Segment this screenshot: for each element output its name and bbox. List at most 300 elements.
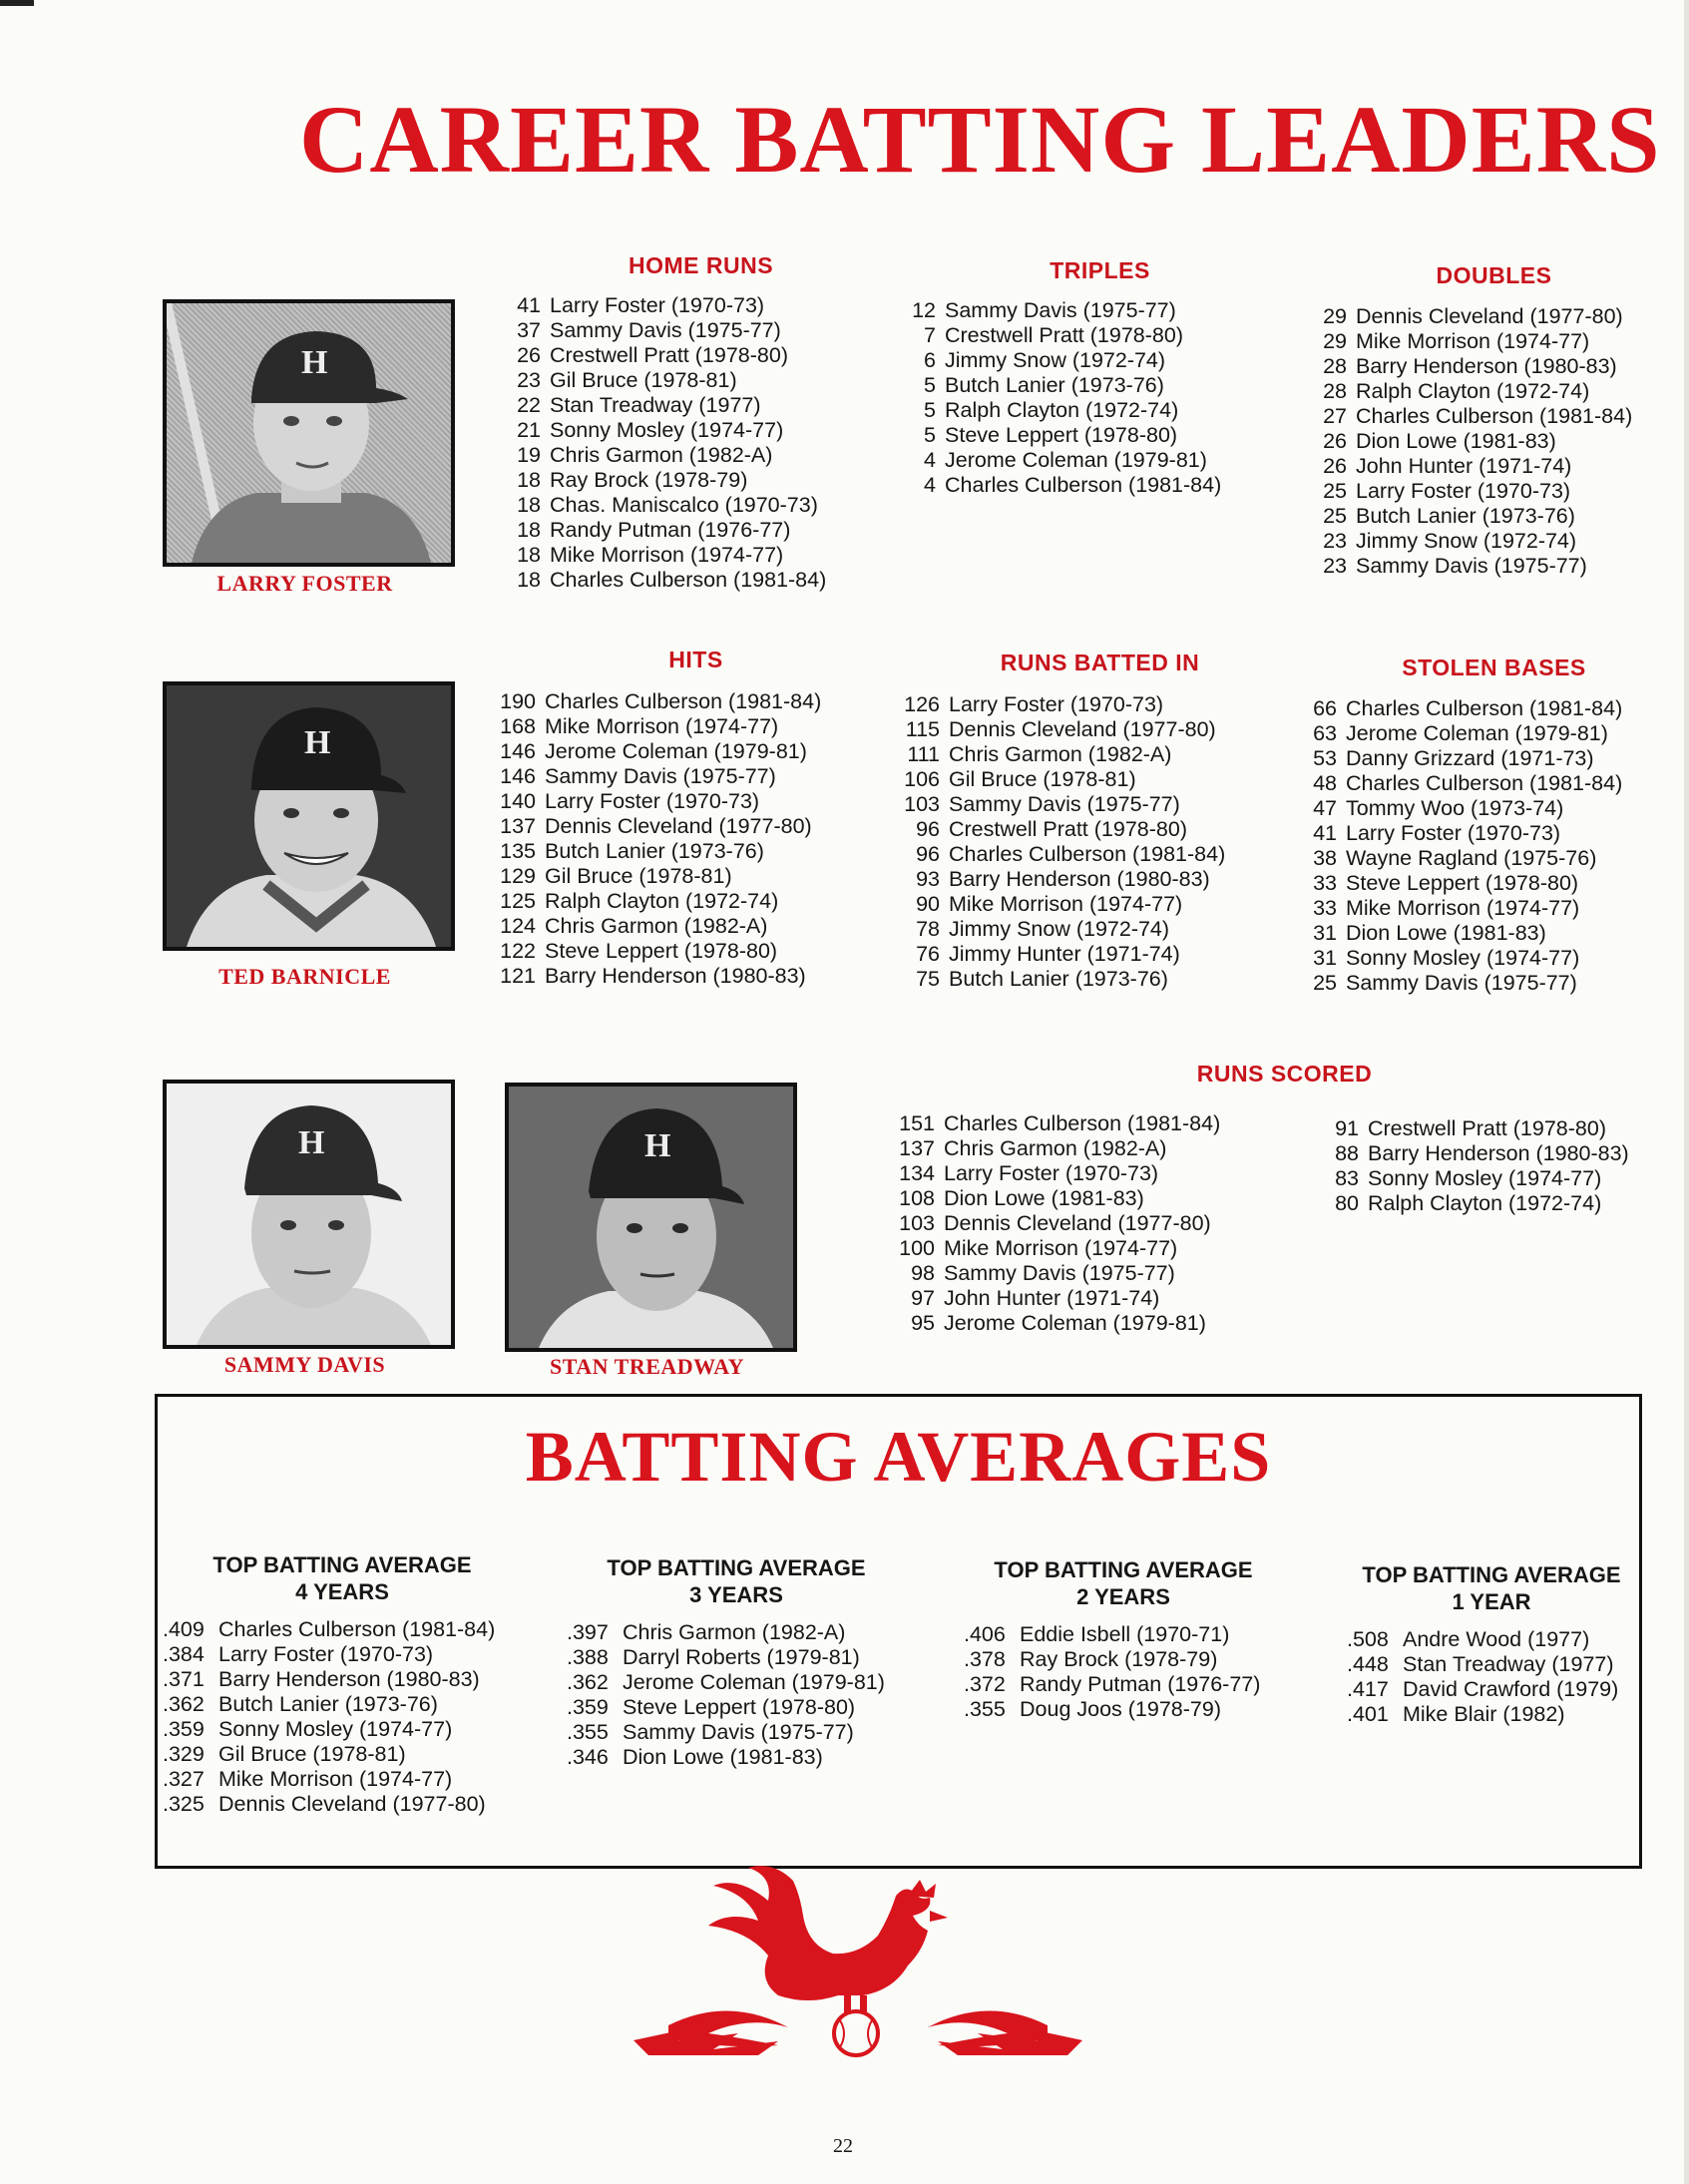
avg-heading-line1: TOP BATTING AVERAGE xyxy=(994,1557,1253,1582)
list-item xyxy=(567,1620,906,1645)
list-item xyxy=(964,1647,1283,1672)
value: .384 xyxy=(163,1642,205,1666)
value: .362 xyxy=(567,1670,609,1694)
batting-averages-title: BATTING AVERAGES xyxy=(525,1417,1272,1497)
photo-ted-barnicle xyxy=(163,681,455,951)
value: 93 xyxy=(916,867,940,891)
value: .397 xyxy=(567,1620,609,1644)
hits-list xyxy=(494,689,853,989)
player: Mike Morrison (1974-77) xyxy=(949,892,1183,916)
player: Stan Treadway (1977) xyxy=(550,393,761,417)
player: Charles Culberson (1981-84) xyxy=(944,1111,1221,1135)
player: Steve Leppert (1978-80) xyxy=(945,423,1178,447)
list-item xyxy=(898,842,1267,867)
value: 18 xyxy=(517,568,541,592)
player: Ralph Clayton (1972-74) xyxy=(1368,1191,1602,1215)
list-item xyxy=(567,1695,906,1720)
list-item xyxy=(494,714,853,739)
value: 19 xyxy=(517,443,541,467)
list-item xyxy=(896,348,1235,373)
value: 140 xyxy=(500,789,536,813)
list-item xyxy=(898,892,1267,917)
value: 91 xyxy=(1335,1116,1359,1140)
player: Larry Foster (1970-73) xyxy=(550,293,765,317)
value: 23 xyxy=(1323,529,1347,553)
list-item xyxy=(1297,696,1666,721)
list-item xyxy=(896,323,1235,348)
value: 4 xyxy=(924,473,936,497)
player: Mike Blair (1982) xyxy=(1403,1702,1565,1726)
value: 5 xyxy=(924,373,936,397)
avg-heading-line1: TOP BATTING AVERAGE xyxy=(607,1555,866,1580)
player: Charles Culberson (1981-84) xyxy=(1346,696,1623,720)
player: Steve Leppert (1978-80) xyxy=(623,1695,856,1719)
list-item xyxy=(501,468,840,493)
list-item xyxy=(494,889,853,914)
list-item xyxy=(893,1261,1272,1286)
list-item xyxy=(494,739,853,764)
player: Mike Morrison (1974-77) xyxy=(218,1767,453,1791)
value: 96 xyxy=(916,817,940,841)
svg-text:H: H xyxy=(298,1124,325,1161)
list-item xyxy=(501,543,840,568)
player: Mike Morrison (1974-77) xyxy=(545,714,779,738)
player: Larry Foster (1970-73) xyxy=(545,789,760,813)
value: 121 xyxy=(500,964,536,988)
list-item xyxy=(1307,454,1666,479)
player: Sammy Davis (1975-77) xyxy=(949,792,1180,816)
player: Jerome Coleman (1979-81) xyxy=(623,1670,885,1694)
list-item xyxy=(501,493,840,518)
value: .371 xyxy=(163,1667,205,1691)
list-item xyxy=(1347,1627,1636,1652)
player: Randy Putman (1976-77) xyxy=(550,518,791,542)
rooster-logo-icon xyxy=(609,1856,1107,2070)
avg-group-heading xyxy=(567,1554,906,1608)
player: Doug Joos (1978-79) xyxy=(1020,1697,1221,1721)
player: Dion Lowe (1981-83) xyxy=(944,1186,1144,1210)
value: .372 xyxy=(964,1672,1006,1696)
list-item xyxy=(896,473,1235,498)
list-item xyxy=(896,398,1235,423)
player: Jerome Coleman (1979-81) xyxy=(945,448,1207,472)
doubles-list xyxy=(1307,304,1666,579)
list-item xyxy=(1307,354,1666,379)
list-item xyxy=(896,373,1235,398)
player: Mike Morrison (1974-77) xyxy=(1346,896,1580,920)
list-item xyxy=(964,1697,1283,1722)
list-item xyxy=(1319,1166,1668,1191)
value: 26 xyxy=(1323,429,1347,453)
value: .355 xyxy=(964,1697,1006,1721)
home-runs-heading: HOME RUNS xyxy=(628,252,774,278)
value: 25 xyxy=(1313,971,1337,995)
player: Ralph Clayton (1972-74) xyxy=(1356,379,1590,403)
list-item xyxy=(898,817,1267,842)
value: 83 xyxy=(1335,1166,1359,1190)
player: David Crawford (1979) xyxy=(1403,1677,1619,1701)
value: 48 xyxy=(1313,771,1337,795)
player: Andre Wood (1977) xyxy=(1403,1627,1590,1651)
svg-text:H: H xyxy=(644,1127,671,1164)
list-item xyxy=(893,1111,1272,1136)
runs-scored-list-left xyxy=(893,1111,1272,1336)
value: 122 xyxy=(500,939,536,963)
player: Sonny Mosley (1974-77) xyxy=(1346,946,1580,970)
value: 80 xyxy=(1335,1191,1359,1215)
list-item xyxy=(1307,379,1666,404)
player: Sonny Mosley (1974-77) xyxy=(218,1717,453,1741)
list-item xyxy=(1297,896,1666,921)
list-item xyxy=(1307,504,1666,529)
list-item xyxy=(893,1236,1272,1261)
list-item xyxy=(1297,746,1666,771)
player: Danny Grizzard (1971-73) xyxy=(1346,746,1594,770)
value: 25 xyxy=(1323,504,1347,528)
value: .378 xyxy=(964,1647,1006,1671)
player: Chris Garmon (1982-A) xyxy=(949,742,1172,766)
list-item xyxy=(501,393,840,418)
player: Mike Morrison (1974-77) xyxy=(550,543,784,567)
value: 31 xyxy=(1313,946,1337,970)
player: Dennis Cleveland (1977-80) xyxy=(218,1792,486,1816)
rbi-list xyxy=(898,692,1267,992)
player: Butch Lanier (1973-76) xyxy=(545,839,764,863)
player-portrait-icon xyxy=(167,1084,451,1345)
list-item xyxy=(501,443,840,468)
value: 29 xyxy=(1323,304,1347,328)
player: Barry Henderson (1980-83) xyxy=(218,1667,480,1691)
value: 126 xyxy=(904,692,940,716)
value: 28 xyxy=(1323,379,1347,403)
list-item xyxy=(494,814,853,839)
runs-scored-list-right xyxy=(1319,1116,1668,1216)
player: Chris Garmon (1982-A) xyxy=(545,914,768,938)
list-item xyxy=(163,1692,522,1717)
player: Crestwell Pratt (1978-80) xyxy=(1368,1116,1606,1140)
player: Barry Henderson (1980-83) xyxy=(949,867,1210,891)
value: 23 xyxy=(1323,554,1347,578)
value: 100 xyxy=(899,1236,935,1260)
list-item xyxy=(501,518,840,543)
player: Darryl Roberts (1979-81) xyxy=(623,1645,860,1669)
player: Larry Foster (1970-73) xyxy=(218,1642,434,1666)
list-item xyxy=(1347,1677,1636,1702)
value: 90 xyxy=(916,892,940,916)
list-item xyxy=(163,1667,522,1692)
list-item xyxy=(893,1136,1272,1161)
list-item xyxy=(1307,554,1666,579)
player: Dion Lowe (1981-83) xyxy=(1346,921,1546,945)
list-item xyxy=(567,1670,906,1695)
value: 103 xyxy=(899,1211,935,1235)
list-item xyxy=(898,942,1267,967)
value: 134 xyxy=(899,1161,935,1185)
svg-text:H: H xyxy=(301,344,328,381)
list-item xyxy=(1297,871,1666,896)
player: Charles Culberson (1981-84) xyxy=(1346,771,1623,795)
player: Charles Culberson (1981-84) xyxy=(1356,404,1633,428)
value: 78 xyxy=(916,917,940,941)
player: Chris Garmon (1982-A) xyxy=(550,443,773,467)
batting-averages-box xyxy=(155,1394,1642,1869)
value: 18 xyxy=(517,518,541,542)
value: 27 xyxy=(1323,404,1347,428)
list-item xyxy=(567,1745,906,1770)
value: .388 xyxy=(567,1645,609,1669)
value: 22 xyxy=(517,393,541,417)
player: Ray Brock (1978-79) xyxy=(1020,1647,1218,1671)
player: Barry Henderson (1980-83) xyxy=(545,964,806,988)
list-item xyxy=(1297,946,1666,971)
player: Jimmy Hunter (1971-74) xyxy=(949,942,1180,966)
player: Larry Foster (1970-73) xyxy=(1346,821,1561,845)
svg-text:H: H xyxy=(304,724,331,761)
page-title: CAREER BATTING LEADERS xyxy=(299,86,1661,193)
value: .325 xyxy=(163,1792,205,1816)
player: Chris Garmon (1982-A) xyxy=(944,1136,1167,1160)
player: Jerome Coleman (1979-81) xyxy=(944,1311,1206,1335)
list-item xyxy=(1297,721,1666,746)
avg-heading-line2: 2 YEARS xyxy=(1076,1584,1170,1609)
player: Crestwell Pratt (1978-80) xyxy=(949,817,1187,841)
rbi-heading: RUNS BATTED IN xyxy=(1000,650,1200,675)
list-item xyxy=(501,418,840,443)
list-item xyxy=(494,839,853,864)
list-item xyxy=(494,764,853,789)
value: 38 xyxy=(1313,846,1337,870)
value: 95 xyxy=(911,1311,935,1335)
value: 29 xyxy=(1323,329,1347,353)
player: Charles Culberson (1981-84) xyxy=(545,689,822,713)
hits-heading: HITS xyxy=(668,647,723,672)
list-item xyxy=(1307,529,1666,554)
avg-heading-line2: 4 YEARS xyxy=(295,1579,389,1604)
list-item xyxy=(163,1642,522,1667)
player: Charles Culberson (1981-84) xyxy=(945,473,1222,497)
avg-list xyxy=(1347,1627,1636,1727)
value: 7 xyxy=(924,323,936,347)
value: 111 xyxy=(907,742,940,766)
player: Sammy Davis (1975-77) xyxy=(1356,554,1587,578)
player: Sammy Davis (1975-77) xyxy=(944,1261,1175,1285)
value: .359 xyxy=(567,1695,609,1719)
value: 21 xyxy=(517,418,541,442)
value: 98 xyxy=(911,1261,935,1285)
avg-group-heading xyxy=(1347,1561,1636,1615)
value: 106 xyxy=(904,767,940,791)
avg-heading-line2: 1 YEAR xyxy=(1452,1589,1531,1614)
player: Dennis Cleveland (1977-80) xyxy=(1356,304,1623,328)
player: Dion Lowe (1981-83) xyxy=(623,1745,823,1769)
player: Ralph Clayton (1972-74) xyxy=(945,398,1179,422)
runs-scored-heading: RUNS SCORED xyxy=(1196,1061,1373,1087)
player: Sammy Davis (1975-77) xyxy=(1346,971,1577,995)
value: .346 xyxy=(567,1745,609,1769)
list-item xyxy=(567,1645,906,1670)
list-item xyxy=(163,1792,522,1817)
list-item xyxy=(1319,1191,1668,1216)
value: 190 xyxy=(500,689,536,713)
list-item xyxy=(896,448,1235,473)
value: 168 xyxy=(500,714,536,738)
list-item xyxy=(1297,821,1666,846)
list-item xyxy=(494,939,853,964)
value: 137 xyxy=(899,1136,935,1160)
player: Sammy Davis (1975-77) xyxy=(945,298,1176,322)
player: Larry Foster (1970-73) xyxy=(944,1161,1159,1185)
value: .329 xyxy=(163,1742,205,1766)
list-item xyxy=(1307,329,1666,354)
value: 96 xyxy=(916,842,940,866)
photo-caption-ted-barnicle: TED BARNICLE xyxy=(218,964,391,989)
list-item xyxy=(1297,846,1666,871)
value: 37 xyxy=(517,318,541,342)
player: Larry Foster (1970-73) xyxy=(1356,479,1571,503)
player: Mike Morrison (1974-77) xyxy=(944,1236,1178,1260)
value: 115 xyxy=(905,717,940,741)
page-edge xyxy=(1684,0,1689,2184)
avg-list xyxy=(567,1620,906,1770)
player-portrait-icon xyxy=(167,303,451,563)
player: Charles Culberson (1981-84) xyxy=(949,842,1226,866)
value: 41 xyxy=(517,293,541,317)
value: 4 xyxy=(924,448,936,472)
player: Jerome Coleman (1979-81) xyxy=(545,739,807,763)
player: Stan Treadway (1977) xyxy=(1403,1652,1614,1676)
list-item xyxy=(893,1186,1272,1211)
list-item xyxy=(1347,1652,1636,1677)
value: 108 xyxy=(899,1186,935,1210)
photo-caption-sammy-davis: SAMMY DAVIS xyxy=(223,1352,386,1377)
list-item xyxy=(898,917,1267,942)
list-item xyxy=(893,1211,1272,1236)
player: Randy Putman (1976-77) xyxy=(1020,1672,1261,1696)
player-portrait-icon xyxy=(167,685,451,947)
value: 88 xyxy=(1335,1141,1359,1165)
value: 47 xyxy=(1313,796,1337,820)
value: 135 xyxy=(500,839,536,863)
player: Charles Culberson (1981-84) xyxy=(218,1617,496,1641)
player-portrait-icon xyxy=(509,1087,793,1348)
list-item xyxy=(1319,1116,1668,1141)
stolen-bases-list xyxy=(1297,696,1666,996)
value: 28 xyxy=(1323,354,1347,378)
list-item xyxy=(893,1286,1272,1311)
home-runs-list xyxy=(501,293,840,593)
value: .327 xyxy=(163,1767,205,1791)
player: Tommy Woo (1973-74) xyxy=(1346,796,1564,820)
player: Butch Lanier (1973-76) xyxy=(945,373,1164,397)
value: 103 xyxy=(904,792,940,816)
photo-caption-stan-treadway: STAN TREADWAY xyxy=(550,1354,744,1379)
list-item xyxy=(896,298,1235,323)
value: 146 xyxy=(500,739,536,763)
player: Sammy Davis (1975-77) xyxy=(623,1720,854,1744)
list-item xyxy=(163,1767,522,1792)
list-item xyxy=(898,792,1267,817)
player: Ralph Clayton (1972-74) xyxy=(545,889,779,913)
player: Gil Bruce (1978-81) xyxy=(550,368,737,392)
avg-group-4-years xyxy=(163,1551,522,1817)
avg-group-1-year xyxy=(1347,1561,1636,1727)
player: Butch Lanier (1973-76) xyxy=(1356,504,1575,528)
list-item xyxy=(494,864,853,889)
player: Steve Leppert (1978-80) xyxy=(1346,871,1579,895)
player: Gil Bruce (1978-81) xyxy=(218,1742,406,1766)
value: .417 xyxy=(1347,1677,1389,1701)
list-item xyxy=(1307,304,1666,329)
list-item xyxy=(501,293,840,318)
player: Butch Lanier (1973-76) xyxy=(218,1692,438,1716)
list-item xyxy=(501,368,840,393)
photo-sammy-davis xyxy=(163,1080,455,1349)
value: 124 xyxy=(500,914,536,938)
player: Dennis Cleveland (1977-80) xyxy=(944,1211,1211,1235)
player: Sammy Davis (1975-77) xyxy=(550,318,781,342)
player: Crestwell Pratt (1978-80) xyxy=(945,323,1183,347)
value: 31 xyxy=(1313,921,1337,945)
value: 66 xyxy=(1313,696,1337,720)
player: Dennis Cleveland (1977-80) xyxy=(949,717,1216,741)
triples-list xyxy=(896,298,1235,498)
list-item xyxy=(567,1720,906,1745)
value: 41 xyxy=(1313,821,1337,845)
player: Gil Bruce (1978-81) xyxy=(949,767,1136,791)
list-item xyxy=(898,967,1267,992)
value: .409 xyxy=(163,1617,205,1641)
value: 5 xyxy=(924,423,936,447)
value: .401 xyxy=(1347,1702,1389,1726)
player: John Hunter (1971-74) xyxy=(944,1286,1160,1310)
value: 25 xyxy=(1323,479,1347,503)
list-item xyxy=(964,1622,1283,1647)
value: 5 xyxy=(924,398,936,422)
value: 146 xyxy=(500,764,536,788)
list-item xyxy=(494,964,853,989)
list-item xyxy=(893,1161,1272,1186)
value: 18 xyxy=(517,543,541,567)
list-item xyxy=(964,1672,1283,1697)
value: 18 xyxy=(517,468,541,492)
player: Chas. Maniscalco (1970-73) xyxy=(550,493,818,517)
list-item xyxy=(1297,971,1666,996)
player: Charles Culberson (1981-84) xyxy=(550,568,827,592)
player: Mike Morrison (1974-77) xyxy=(1356,329,1590,353)
player: Sammy Davis (1975-77) xyxy=(545,764,776,788)
value: 23 xyxy=(517,368,541,392)
avg-list xyxy=(163,1617,522,1817)
player: Eddie Isbell (1970-71) xyxy=(1020,1622,1230,1646)
player: Jimmy Snow (1972-74) xyxy=(945,348,1166,372)
value: .355 xyxy=(567,1720,609,1744)
player: Wayne Ragland (1975-76) xyxy=(1346,846,1597,870)
value: 6 xyxy=(924,348,936,372)
player: Ray Brock (1978-79) xyxy=(550,468,748,492)
value: 33 xyxy=(1313,896,1337,920)
player: Jimmy Snow (1972-74) xyxy=(949,917,1170,941)
list-item xyxy=(898,767,1267,792)
value: 129 xyxy=(500,864,536,888)
value: .362 xyxy=(163,1692,205,1716)
value: 12 xyxy=(912,298,936,322)
value: 76 xyxy=(916,942,940,966)
doubles-heading: DOUBLES xyxy=(1436,262,1552,288)
avg-heading-line2: 3 YEARS xyxy=(689,1582,783,1607)
list-item xyxy=(1297,921,1666,946)
page-corner-mark xyxy=(0,0,34,6)
player: Butch Lanier (1973-76) xyxy=(949,967,1168,991)
